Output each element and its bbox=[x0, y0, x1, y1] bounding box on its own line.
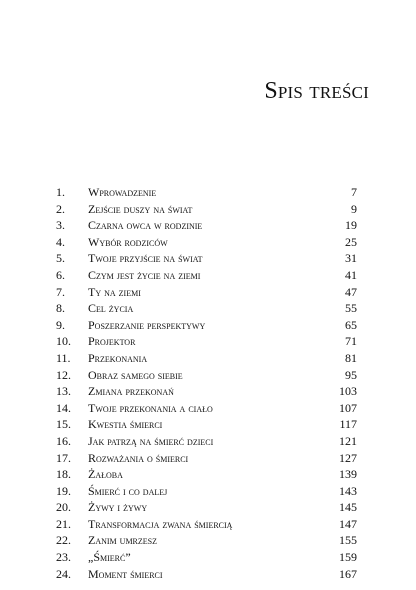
toc-entry bbox=[56, 350, 357, 367]
table-of-contents bbox=[56, 184, 357, 582]
chapter-number: 18. bbox=[56, 467, 71, 482]
page-number: 95 bbox=[345, 367, 357, 382]
chapter-number: 1. bbox=[56, 185, 65, 199]
page-number: 155 bbox=[339, 533, 357, 548]
toc-entry bbox=[56, 234, 357, 251]
toc-entry bbox=[56, 383, 357, 400]
toc-entry bbox=[56, 433, 357, 450]
chapter-title: Śmierć i co dalej bbox=[88, 483, 168, 498]
page-number: 55 bbox=[345, 301, 357, 316]
chapter-title: Rozważania o śmierci bbox=[88, 450, 189, 465]
chapter-title: Twoje przyjście na świat bbox=[88, 251, 203, 266]
toc-entry bbox=[56, 566, 357, 583]
chapter-number: 22. bbox=[56, 533, 71, 548]
chapter-title: „Śmierć” bbox=[88, 550, 131, 565]
chapter-number: 2. bbox=[56, 201, 65, 216]
chapter-title: Projektor bbox=[88, 334, 136, 349]
chapter-number: 24. bbox=[56, 566, 71, 581]
chapter-title: Poszerzanie perspektywy bbox=[88, 317, 206, 332]
chapter-number: 15. bbox=[56, 417, 71, 432]
toc-entry bbox=[56, 532, 357, 549]
chapter-title: Wybór rodziców bbox=[88, 234, 168, 249]
toc-entry bbox=[56, 450, 357, 467]
page-number: 81 bbox=[345, 350, 357, 365]
chapter-title: Zanim umrzesz bbox=[88, 533, 157, 548]
chapter-number: 16. bbox=[56, 433, 71, 448]
chapter-number: 20. bbox=[56, 500, 71, 515]
chapter-title: Cel życia bbox=[88, 301, 134, 316]
toc-entry bbox=[56, 333, 357, 350]
page-number: 41 bbox=[345, 267, 357, 282]
chapter-title: Zmiana przekonań bbox=[88, 384, 174, 399]
toc-entry bbox=[56, 516, 357, 533]
chapter-title: Jak patrzą na śmierć dzieci bbox=[88, 433, 214, 448]
page-number: 143 bbox=[339, 483, 357, 498]
page-number: 107 bbox=[339, 400, 357, 415]
chapter-number: 10. bbox=[56, 334, 71, 349]
page-number: 145 bbox=[339, 500, 357, 515]
toc-entry bbox=[56, 367, 357, 384]
page-number: 159 bbox=[339, 550, 357, 565]
chapter-number: 14. bbox=[56, 400, 71, 415]
toc-entry bbox=[56, 217, 357, 234]
page-number: 147 bbox=[339, 516, 357, 531]
page-number: 121 bbox=[339, 433, 357, 448]
chapter-title: Zejście duszy na świat bbox=[88, 201, 193, 216]
toc-entry bbox=[56, 400, 357, 417]
chapter-title: Moment śmierci bbox=[88, 566, 163, 581]
page-number: 139 bbox=[339, 467, 357, 482]
toc-entry bbox=[56, 267, 357, 284]
toc-entry bbox=[56, 499, 357, 516]
page-number: 127 bbox=[339, 450, 357, 465]
page-number: 7 bbox=[351, 185, 357, 199]
chapter-number: 3. bbox=[56, 218, 65, 233]
chapter-title: Czym jest życie na ziemi bbox=[88, 267, 201, 282]
toc-entry bbox=[56, 300, 357, 317]
page-number: 47 bbox=[345, 284, 357, 299]
chapter-title: Wprowadzenie bbox=[88, 185, 157, 199]
chapter-number: 4. bbox=[56, 234, 65, 249]
chapter-number: 7. bbox=[56, 284, 65, 299]
chapter-number: 11. bbox=[56, 350, 71, 365]
chapter-number: 19. bbox=[56, 483, 71, 498]
page-number: 31 bbox=[345, 251, 357, 266]
chapter-title: Kwestia śmierci bbox=[88, 417, 163, 432]
chapter-title: Przekonania bbox=[88, 350, 148, 365]
chapter-title: Ty na ziemi bbox=[88, 284, 141, 299]
page-number: 19 bbox=[345, 218, 357, 233]
toc-entry bbox=[56, 284, 357, 301]
chapter-number: 13. bbox=[56, 384, 71, 399]
page-number: 103 bbox=[339, 384, 357, 399]
toc-entry bbox=[56, 250, 357, 267]
chapter-title: Transformacja zwana śmiercią bbox=[88, 516, 233, 531]
toc-entry bbox=[56, 317, 357, 334]
chapter-number: 8. bbox=[56, 301, 65, 316]
chapter-title: Czarna owca w rodzinie bbox=[88, 218, 203, 233]
page-title: Spis treści bbox=[264, 78, 369, 104]
chapter-number: 12. bbox=[56, 367, 71, 382]
page-number: 71 bbox=[345, 334, 357, 349]
chapter-title: Obraz samego siebie bbox=[88, 367, 183, 382]
toc-entry bbox=[56, 466, 357, 483]
toc-entry bbox=[56, 483, 357, 500]
page-number: 117 bbox=[339, 417, 357, 432]
toc-entry bbox=[56, 416, 357, 433]
chapter-title: Żywy i żywy bbox=[88, 500, 148, 515]
toc-entry bbox=[56, 184, 357, 201]
chapter-number: 6. bbox=[56, 267, 65, 282]
chapter-number: 23. bbox=[56, 550, 71, 565]
toc-entry bbox=[56, 549, 357, 566]
chapter-number: 21. bbox=[56, 516, 71, 531]
page-number: 25 bbox=[345, 234, 357, 249]
chapter-title: Żałoba bbox=[88, 467, 123, 482]
chapter-title: Twoje przekonania a ciało bbox=[88, 400, 213, 415]
chapter-number: 9. bbox=[56, 317, 65, 332]
toc-entry bbox=[56, 201, 357, 218]
page-number: 9 bbox=[351, 201, 357, 216]
chapter-number: 17. bbox=[56, 450, 71, 465]
chapter-number: 5. bbox=[56, 251, 65, 266]
page-number: 167 bbox=[339, 566, 357, 581]
page-number: 65 bbox=[345, 317, 357, 332]
